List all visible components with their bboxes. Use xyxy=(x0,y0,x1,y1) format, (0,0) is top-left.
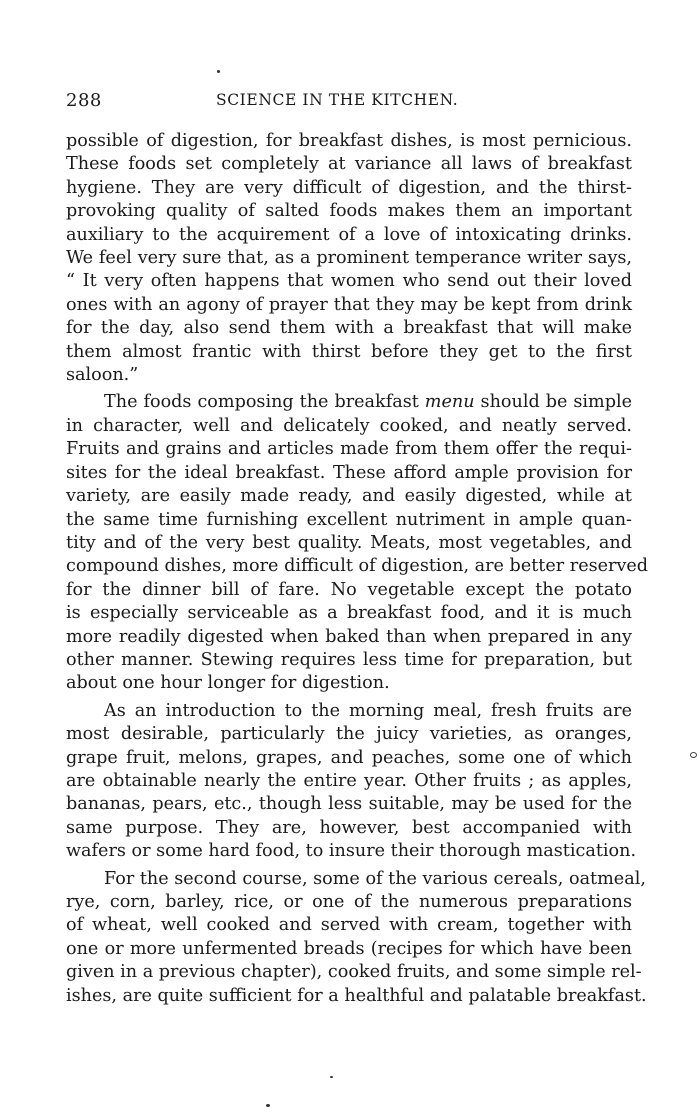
italic-word: menu xyxy=(424,392,475,413)
text-line: grape fruit, melons, grapes, and peaches, some one of which xyxy=(66,747,632,768)
text-line: same purpose. They are, however, best accompanied with xyxy=(66,817,632,838)
text-line: other manner. Stewing requires less time for preparation, but xyxy=(66,649,632,670)
text-line: wafers or some hard food, to insure their thorough mastication. xyxy=(66,841,637,862)
scan-speck xyxy=(330,1076,333,1078)
text-line: are obtainable nearly the entire year. Other fruits ; as apples, xyxy=(66,770,632,791)
text-line: about one hour longer for digestion. xyxy=(66,673,390,694)
text-line: them almost frantic with thirst before they get to the first xyxy=(66,341,632,362)
scan-speck xyxy=(266,1104,270,1107)
text-line: the same time furnishing excellent nutriment in ample quan- xyxy=(66,509,632,530)
scan-speck xyxy=(217,70,220,73)
text-line: ishes, are quite sufficient for a healthful and palatable breakfast. xyxy=(66,985,647,1006)
text-line: The foods composing the breakfast menu should be simple xyxy=(104,392,633,413)
text-line: for the dinner bill of fare. No vegetable except the potato xyxy=(66,579,632,600)
paragraph xyxy=(66,391,649,695)
text-line: is especially serviceable as a breakfast food, and it is much xyxy=(66,603,632,624)
text-line: one or more unfermented breads (recipes for which have been xyxy=(66,938,632,959)
text-line: for the day, also send them with a breakfast that will make xyxy=(66,318,632,339)
text-line: possible of digestion, for breakfast dishes, is most pernicious. xyxy=(66,131,632,151)
text-line: most desirable, particularly the juicy varieties, as oranges, xyxy=(66,724,632,745)
body-text xyxy=(66,130,649,1008)
paragraph xyxy=(66,130,632,387)
text-line: of wheat, well cooked and served with cream, together with xyxy=(66,915,632,936)
paragraph xyxy=(66,868,647,1008)
text-line: saloon.” xyxy=(66,365,139,386)
text-line: ones with an agony of prayer that they may be kept from drink xyxy=(66,294,632,315)
text-line: auxiliary to the acquirement of a love of intoxicating drinks. xyxy=(66,224,632,245)
text-line: As an introduction to the morning meal, fresh fruits are xyxy=(104,700,632,721)
text-line: given in a previous chapter), cooked fruits, and some simple rel- xyxy=(66,962,642,983)
text-line: in character, well and delicately cooked, and neatly served. xyxy=(66,415,632,436)
text-line: rye, corn, barley, rice, or one of the numerous preparations xyxy=(66,892,632,912)
page-number: 288 xyxy=(66,90,102,111)
text-line: compound dishes, more difficult of digestion, are better reserved xyxy=(66,556,649,577)
scan-speck xyxy=(690,752,697,758)
text-line: For the second course, some of the various cereals, oatmeal, xyxy=(104,868,646,889)
paragraph xyxy=(66,700,637,864)
text-line: These foods set completely at variance all laws of breakfast xyxy=(66,154,632,175)
text-line: hygiene. They are very difficult of digestion, and the thirst- xyxy=(66,177,632,198)
text-line: “ It very often happens that women who send out their loved xyxy=(66,271,632,292)
page-header xyxy=(66,90,632,116)
text-line: We feel very sure that, as a prominent temperance writer says, xyxy=(66,248,632,269)
text-line: variety, are easily made ready, and easily digested, while at xyxy=(66,486,632,507)
running-head: SCIENCE IN THE KITCHEN. xyxy=(216,91,459,109)
text-line: provoking quality of salted foods makes them an important xyxy=(66,201,632,222)
text-line: Fruits and grains and articles made from them offer the requi- xyxy=(66,439,632,460)
text-line: bananas, pears, etc., though less suitable, may be used for the xyxy=(66,794,632,815)
text-line: sites for the ideal breakfast. These afford ample provision for xyxy=(66,462,632,483)
text-line: tity and of the very best quality. Meats, most vegetables, and xyxy=(66,532,632,553)
text-line: more readily digested when baked than when prepared in any xyxy=(66,626,632,647)
